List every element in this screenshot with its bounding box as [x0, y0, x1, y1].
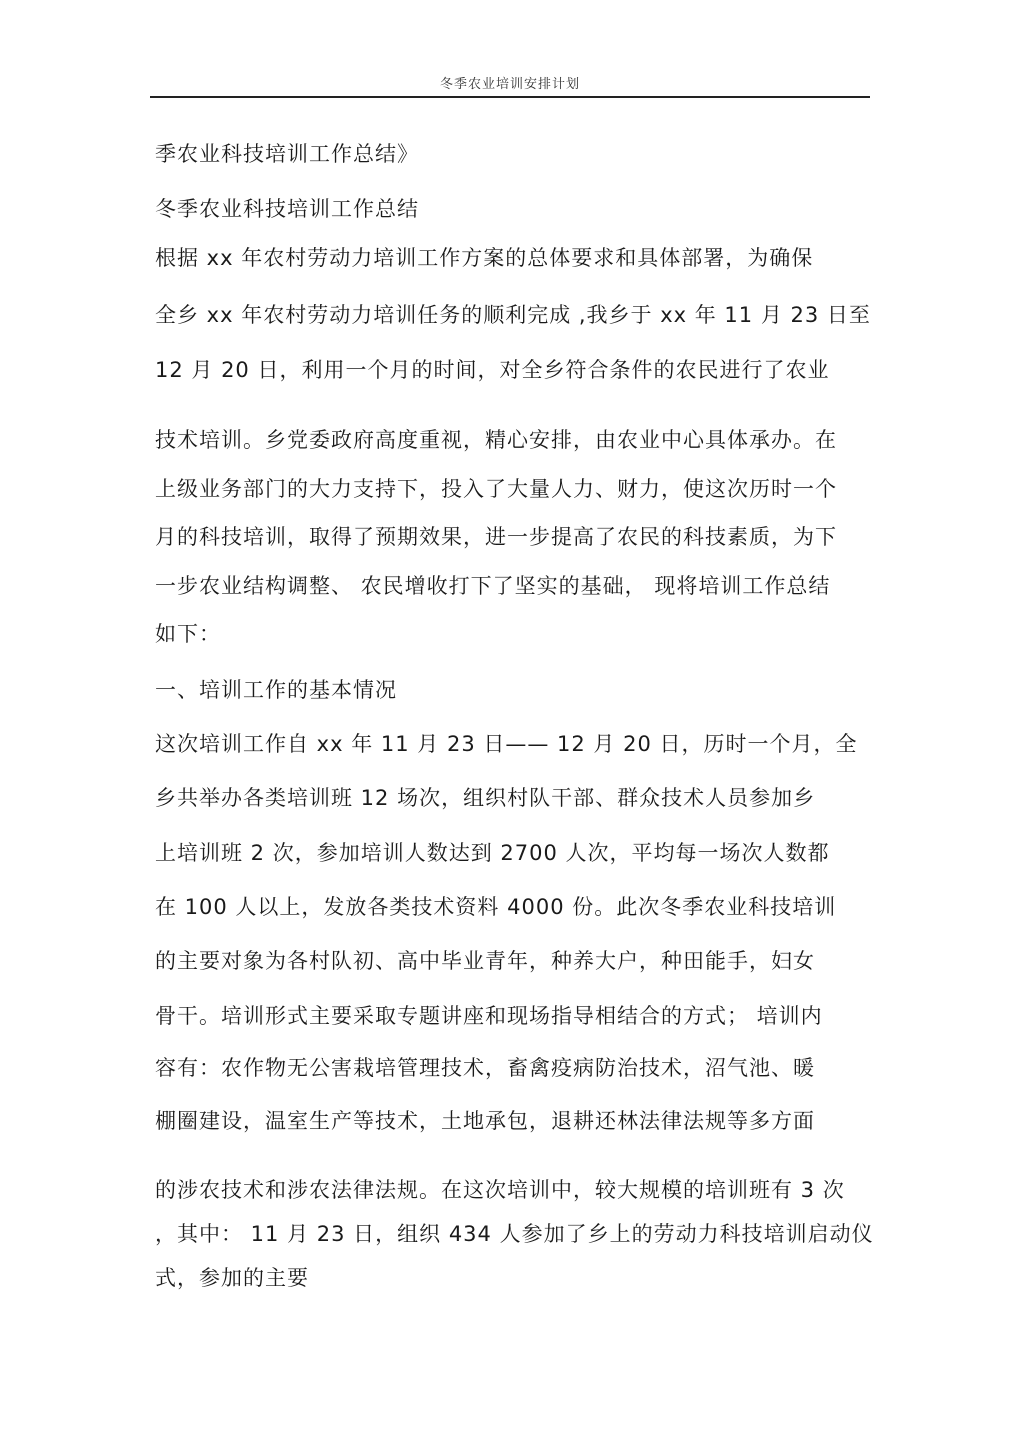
body-line: 全乡 xx 年农村劳动力培训任务的顺利完成 ,我乡于 xx 年 11 月 23 日至 — [155, 303, 871, 327]
body-line: 技术培训。乡党委政府高度重视，精心安排，由农业中心具体承办。在 — [155, 428, 837, 452]
running-header-title: 冬季农业培训安排计划 — [439, 77, 580, 92]
body-line: 月的科技培训，取得了预期效果，进一步提高了农民的科技素质，为下 — [155, 525, 837, 549]
body-line: 冬季农业科技培训工作总结 — [155, 197, 419, 221]
body-line: 的涉农技术和涉农法律法规。在这次培训中，较大规模的培训班有 3 次 — [155, 1178, 845, 1202]
body-line: 的主要对象为各村队初、高中毕业青年，种养大户，种田能手，妇女 — [155, 949, 815, 973]
body-line: 12 月 20 日，利用一个月的时间，对全乡符合条件的农民进行了农业 — [155, 358, 830, 382]
body-line: 容有：农作物无公害栽培管理技术，畜禽疫病防治技术，沼气池、暖 — [155, 1056, 815, 1080]
body-line: 骨干。培训形式主要采取专题讲座和现场指导相结合的方式； 培训内 — [155, 1004, 823, 1028]
body-line: 季农业科技培训工作总结》 — [155, 142, 419, 166]
body-line: 棚圈建设，温室生产等技术，土地承包，退耕还林法律法规等多方面 — [155, 1109, 815, 1133]
body-line: 这次培训工作自 xx 年 11 月 23 日—— 12 月 20 日，历时一个月，全 — [155, 732, 858, 756]
body-line: 上级业务部门的大力支持下，投入了大量人力、财力，使这次历时一个 — [155, 477, 837, 501]
body-line: 在 100 人以上，发放各类技术资料 4000 份。此次冬季农业科技培训 — [155, 895, 837, 919]
body-line: 上培训班 2 次，参加培训人数达到 2700 人次，平均每一场次人数都 — [155, 841, 830, 865]
body-line: 一、培训工作的基本情况 — [155, 678, 397, 702]
body-line: 一步农业结构调整、 农民增收打下了坚实的基础， 现将培训工作总结 — [155, 574, 831, 598]
body-line: 如下： — [155, 622, 221, 646]
running-header — [150, 0, 870, 98]
body-line: 乡共举办各类培训班 12 场次，组织村队干部、群众技术人员参加乡 — [155, 786, 816, 810]
body-line: 根据 xx 年农村劳动力培训工作方案的总体要求和具体部署，为确保 — [155, 246, 814, 270]
body-line: ，其中： 11 月 23 日，组织 434 人参加了乡上的劳动力科技培训启动仪 — [155, 1222, 874, 1246]
body-line: 式，参加的主要 — [155, 1266, 309, 1290]
